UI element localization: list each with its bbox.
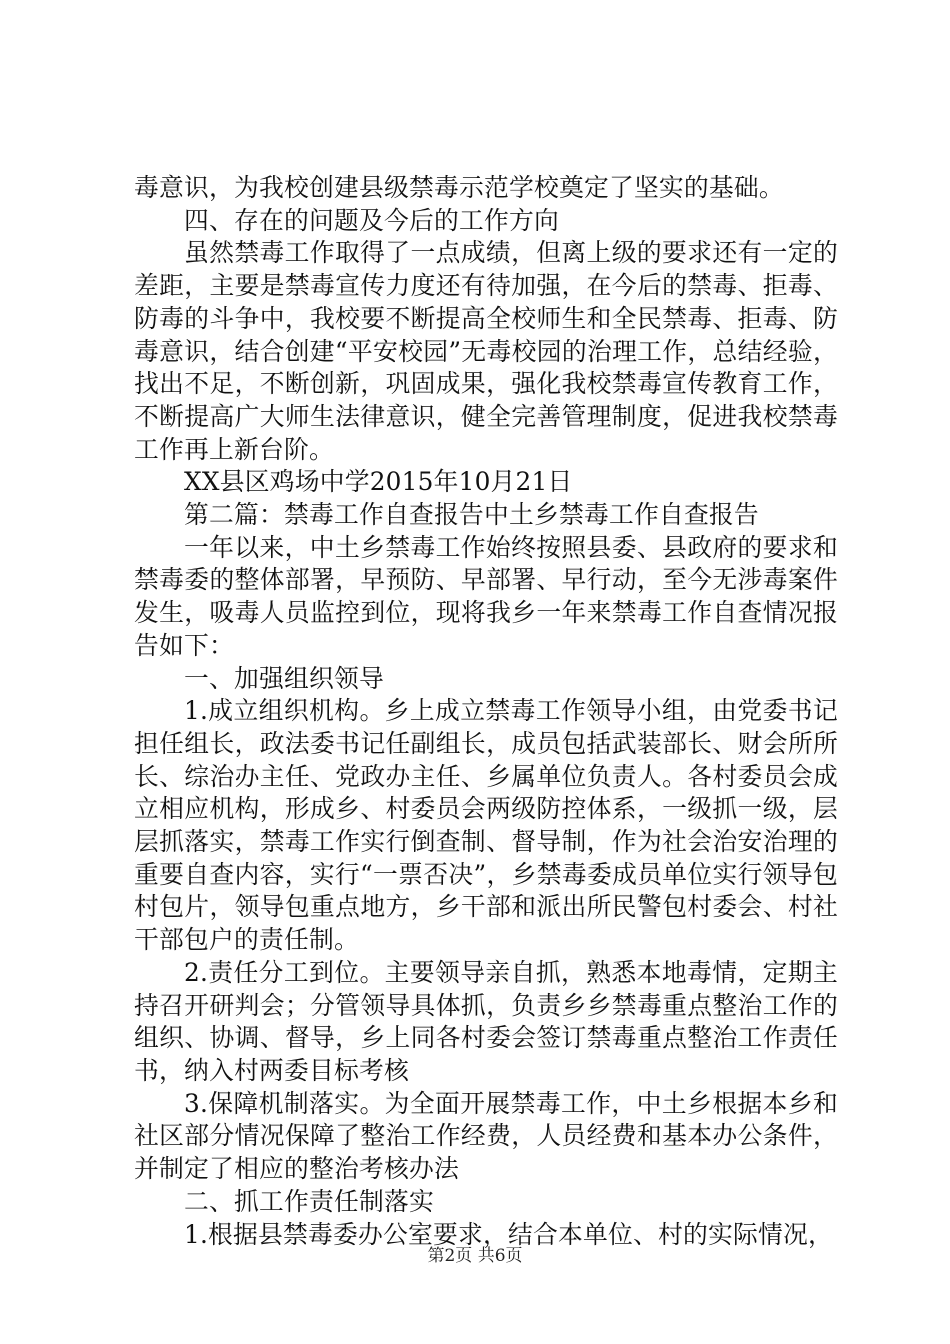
paragraph-6: 一年以来，中土乡禁毒工作始终按照县委、县政府的要求和禁毒委的整体部署，早预防、早部署、早行动，至今无涉毒案件发生，吸毒人员监控到位，现将我乡一年来禁毒工作自查情况报告如下：	[134, 532, 838, 660]
paragraph-9: 2.责任分工到位。主要领导亲自抓，熟悉本地毒情，定期主持召开研判会；分管领导具体抓，负责乡乡禁毒重点整治工作的组织、协调、督导，乡上同各村委会签订禁毒重点整治工作责任书，纳入村两委目标考核	[134, 957, 838, 1085]
paragraph-8: 1.成立组织机构。乡上成立禁毒工作领导小组，由党委书记担任组长，政法委书记任副组长，成员包括武装部长、财会所所长、综治办主任、党政办主任、乡属单位负责人。各村委员会成立相应机构，形成乡、村委员会两级防控体系，一级抓一级，层层抓落实，禁毒工作实行倒查制、督导制，作为社会治安治理的重要自查内容，实行“一票否决”，乡禁毒委成员单位实行领导包村包片，领导包重点地方，乡干部和派出所民警包村委会、村社干部包户的责任制。	[134, 696, 838, 955]
paragraph-1: 毒意识，为我校创建县级禁毒示范学校奠定了坚实的基础。	[134, 173, 784, 202]
paragraph-3: 虽然禁毒工作取得了一点成绩，但离上级的要求还有一定的差距，主要是禁毒宣传力度还有待加强，在今后的禁毒、拒毒、防毒的斗争中，我校要不断提高全校师生和全民禁毒、拒毒、防毒意识，结合创建“平安校园”无毒校园的治理工作，总结经验，找出不足，不断创新，巩固成果，强化我校禁毒宣传教育工作，不断提高广大师生法律意识，健全完善管理制度，促进我校禁毒工作再上新台阶。	[134, 238, 838, 464]
document-body	[134, 172, 838, 1251]
paragraph-12: 1.根据县禁毒委办公室要求，结合本单位、村的实际情况，	[184, 1219, 833, 1249]
section-heading-responsibility: 二、抓工作责任制落实	[184, 1186, 434, 1216]
signature-date-line: XX县区鸡场中学2015年10月21日	[184, 467, 573, 497]
page-number-footer: 第2页 共6页	[427, 1246, 523, 1266]
chapter-title-second: 第二篇：禁毒工作自查报告中土乡禁毒工作自查报告	[184, 500, 759, 530]
paragraph-10: 3.保障机制落实。为全面开展禁毒工作，中土乡根据本乡和社区部分情况保障了整治工作经费，人员经费和基本办公条件，并制定了相应的整治考核办法	[134, 1088, 838, 1184]
section-heading-organization: 一、加强组织领导	[184, 663, 384, 693]
section-heading-problems: 四、存在的问题及今后的工作方向	[184, 205, 559, 235]
